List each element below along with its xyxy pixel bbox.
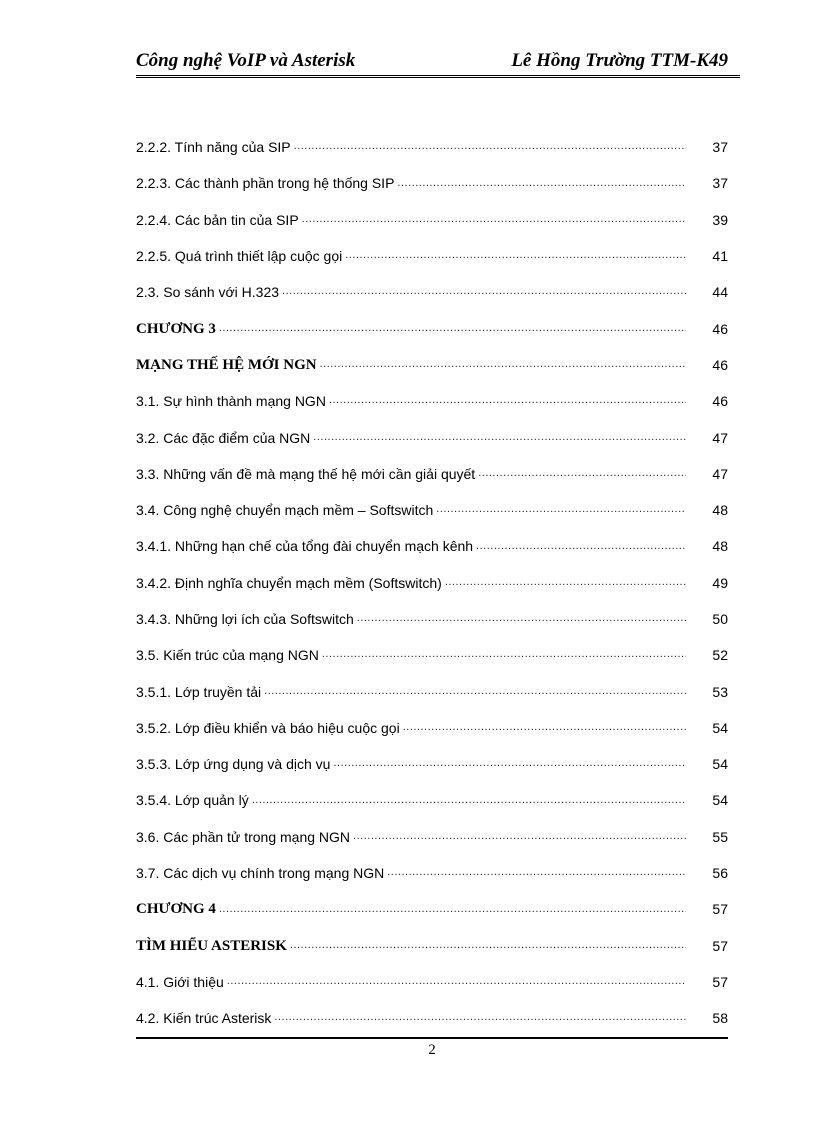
- toc-entry[interactable]: [136, 673, 728, 709]
- toc-entry-page: 57: [712, 937, 728, 954]
- toc-dot-leader: [436, 499, 686, 528]
- toc-dot-leader: [333, 753, 686, 782]
- toc-entry-label: 3.2. Các đặc điểm của NGN: [136, 429, 311, 446]
- toc-entry-label: CHƯƠNG 3: [136, 320, 216, 337]
- toc-dot-leader: [387, 862, 686, 891]
- toc-entry-label: 3.5.2. Lớp điều khiển và báo hiệu cuộc gọi: [136, 719, 400, 736]
- toc-entry[interactable]: [136, 928, 728, 964]
- toc-dot-leader: [219, 318, 686, 347]
- toc-entry-page: 48: [712, 502, 728, 519]
- toc-entry-label: 2.2.4. Các bản tin của SIP: [136, 211, 299, 228]
- toc-entry[interactable]: [136, 964, 728, 1000]
- header-author: Lê Hồng Trường TTM-K49: [511, 50, 728, 71]
- toc-entry-label: 4.1. Giới thiệu: [136, 973, 224, 990]
- toc-dot-leader: [219, 899, 686, 928]
- toc-entry-label: 3.4.3. Những lợi ích của Softswitch: [136, 611, 354, 627]
- toc-entry[interactable]: [136, 601, 728, 637]
- toc-entry-label: 3.1. Sự hình thành mạng NGN: [136, 393, 326, 410]
- toc-dot-leader: [274, 1007, 686, 1036]
- toc-entry-page: 54: [712, 792, 728, 809]
- toc-entry-label: MẠNG THẾ HỆ MỚI NGN: [136, 356, 317, 373]
- toc-dot-leader: [320, 354, 686, 383]
- toc-entry[interactable]: [136, 565, 728, 601]
- toc-entry-label: 3.4.2. Định nghĩa chuyển mạch mềm (Softswitch): [136, 574, 442, 591]
- toc-entry-page: 37: [712, 139, 728, 156]
- toc-entry-label: CHƯƠNG 4: [136, 901, 216, 918]
- page-number: 2: [428, 1042, 436, 1058]
- header-rule: [136, 75, 740, 76]
- footer-rule: [136, 1037, 728, 1039]
- header-rule-double: [136, 77, 740, 78]
- page-header: [136, 48, 728, 74]
- toc-entry-page: 53: [712, 683, 728, 700]
- toc-dot-leader: [478, 463, 686, 492]
- toc-entry-label: 2.2.5. Quá trình thiết lập cuộc gọi: [136, 248, 343, 265]
- toc-entry[interactable]: [136, 383, 728, 419]
- toc-entry-page: 52: [712, 647, 728, 664]
- toc-dot-leader: [264, 681, 686, 710]
- toc-entry-label: 2.2.2. Tính năng của SIP: [136, 139, 291, 156]
- toc-entry-page: 49: [712, 574, 728, 591]
- toc-dot-leader: [294, 136, 686, 165]
- toc-entry-label: 3.7. Các dịch vụ chính trong mạng NGN: [136, 865, 385, 882]
- toc-entry[interactable]: [136, 274, 728, 310]
- toc-entry-page: 44: [712, 284, 728, 301]
- toc-dot-leader: [397, 173, 686, 202]
- toc-entry-page: 41: [712, 248, 728, 265]
- toc-dot-leader: [227, 971, 686, 1000]
- toc-entry-label: 3.4.1. Những hạn chế của tổng đài chuyển mạch kênh: [136, 538, 474, 555]
- toc-entry-page: 57: [712, 973, 728, 990]
- toc-entry-label: 3.5.4. Lớp quản lý: [136, 792, 249, 809]
- toc-entry-label: 3.6. Các phần tử trong mạng NGN: [136, 828, 351, 845]
- toc-dot-leader: [357, 608, 686, 637]
- toc-dot-leader: [322, 644, 686, 673]
- toc-entry[interactable]: [136, 782, 728, 818]
- toc-dot-leader: [345, 245, 686, 274]
- toc-entry[interactable]: [136, 891, 728, 927]
- toc-dot-leader: [445, 572, 686, 601]
- toc-entry[interactable]: [136, 492, 728, 528]
- toc-entry-page: 46: [712, 320, 728, 337]
- toc-entry-page: 47: [712, 465, 728, 482]
- toc-entry-label: 3.4. Công nghệ chuyển mạch mềm – Softswitch: [136, 502, 434, 519]
- toc-entry-label: 3.3. Những vấn đề mà mạng thế hệ mới cần giải quyết: [136, 465, 476, 482]
- toc-entry[interactable]: [136, 1000, 728, 1036]
- table-of-contents: [136, 129, 728, 1036]
- toc-dot-leader: [290, 935, 686, 964]
- toc-dot-leader: [313, 427, 686, 456]
- toc-dot-leader: [403, 717, 686, 746]
- toc-entry[interactable]: [136, 746, 728, 782]
- toc-entry[interactable]: [136, 129, 728, 165]
- toc-entry-page: 39: [712, 211, 728, 228]
- toc-entry-label: 3.5.3. Lớp ứng dụng và dịch vụ: [136, 756, 331, 773]
- toc-entry-page: 54: [712, 756, 728, 773]
- toc-entry-page: 50: [712, 611, 728, 627]
- toc-entry-label: TÌM HIỂU ASTERISK: [136, 937, 287, 954]
- toc-entry-page: 46: [712, 393, 728, 410]
- toc-entry[interactable]: [136, 165, 728, 201]
- toc-entry-label: 3.5. Kiến trúc của mạng NGN: [136, 647, 319, 664]
- toc-entry[interactable]: [136, 710, 728, 746]
- toc-entry-page: 56: [712, 865, 728, 882]
- toc-entry[interactable]: [136, 310, 728, 346]
- toc-entry-page: 48: [712, 538, 728, 555]
- toc-entry[interactable]: [136, 456, 728, 492]
- toc-entry[interactable]: [136, 202, 728, 238]
- toc-entry-page: 47: [712, 429, 728, 446]
- toc-entry-page: 55: [712, 828, 728, 845]
- toc-entry-page: 58: [712, 1010, 728, 1027]
- toc-entry-label: 4.2. Kiến trúc Asterisk: [136, 1010, 272, 1027]
- toc-entry-page: 54: [712, 719, 728, 736]
- toc-entry[interactable]: [136, 419, 728, 455]
- toc-entry[interactable]: [136, 238, 728, 274]
- toc-entry[interactable]: [136, 855, 728, 891]
- toc-entry[interactable]: [136, 819, 728, 855]
- toc-entry-page: 46: [712, 356, 728, 373]
- toc-entry[interactable]: [136, 528, 728, 564]
- toc-dot-leader: [252, 790, 686, 819]
- toc-dot-leader: [476, 536, 686, 565]
- toc-entry[interactable]: [136, 347, 728, 383]
- toc-dot-leader: [353, 826, 686, 855]
- toc-entry-label: 2.3. So sánh với H.323: [136, 284, 280, 301]
- toc-dot-leader: [302, 209, 686, 238]
- toc-dot-leader: [329, 390, 686, 419]
- toc-entry-page: 57: [712, 901, 728, 918]
- header-document-title: Công nghệ VoIP và Asterisk: [136, 50, 356, 71]
- toc-dot-leader: [282, 281, 686, 310]
- toc-entry-label: 2.2.3. Các thành phần trong hệ thống SIP: [136, 175, 395, 192]
- toc-entry[interactable]: [136, 637, 728, 673]
- toc-entry-label: 3.5.1. Lớp truyền tải: [136, 683, 262, 700]
- toc-entry-page: 37: [712, 175, 728, 192]
